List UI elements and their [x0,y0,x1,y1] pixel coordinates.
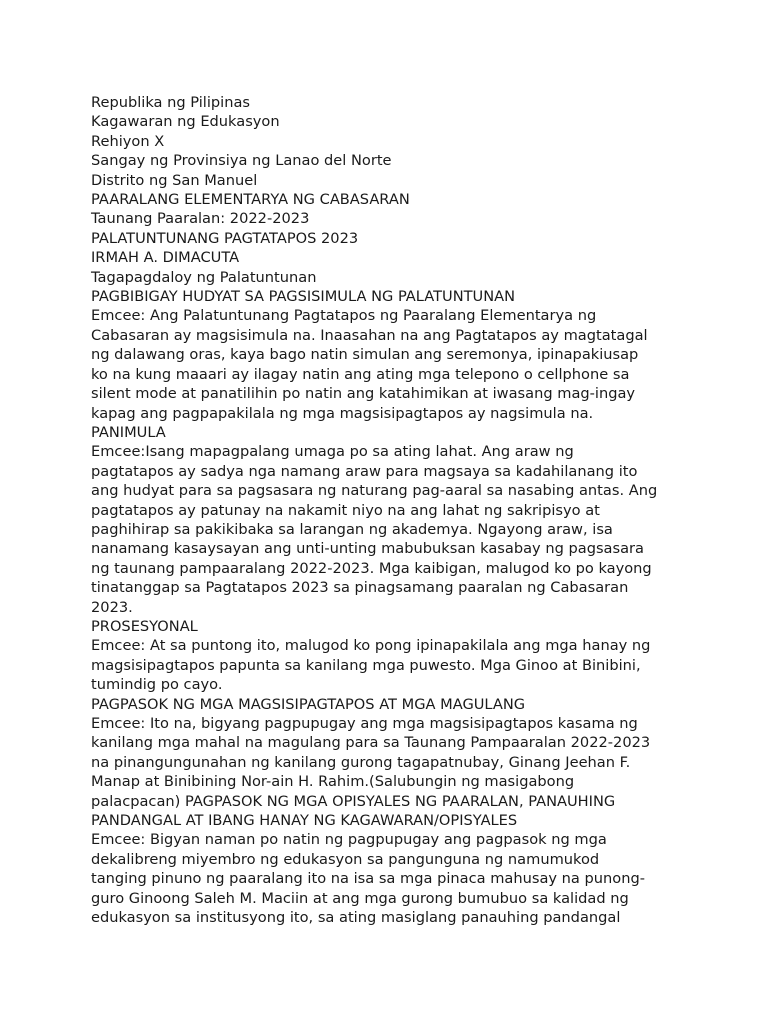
header-district: Distrito ng San Manuel [91,171,258,189]
text-line: Emcee: Ito na, bigyang pagpupugay ang mga magsisipagtapos kasama ng [91,715,638,732]
document-page [91,93,681,927]
text-line: kapag ang pagpapakilala ng mga magsisipagtapos ay nagsimula na. [91,404,594,422]
program-title: PALATUNTUNANG PAGTATAPOS 2023 [91,229,359,247]
text-line: ng dalawang oras, kaya bago natin simulan ang seremonya, ipinapakiusap [91,346,639,364]
header-department: Kagawaran ng Edukasyon [91,113,280,131]
text-line: Emcee:Isang mapagpalang umaga po sa ating lahat. Ang araw ng [91,443,574,461]
text-line: tanging pinuno ng paaralang ito na isa sa mga pinaca mahusay na punong- [91,870,645,888]
text-line: tinatanggap sa Pagtatapos 2023 sa pinagsamang paaralan ng Cabasaran [91,579,629,597]
section-heading-prosesyonal: PROSESYONAL [91,617,198,635]
text-line: paghihirap sa pakikibaka sa larangan ng akademya. Ngayong araw, isa [91,520,613,538]
text-line: kanilang mga mahal na magulang para sa Taunang Pampaaralan 2022-2023 [91,734,651,752]
section-heading-graduates-entry: PAGPASOK NG MGA MAGSISIPAGTAPOS AT MGA MAGULANG [91,695,526,713]
text-line: Emcee: At sa puntong ito, malugod ko pong ipinapakilala ang mga hanay ng [91,637,651,655]
text-line: dekalibreng miyembro ng edukasyon sa pangunguna ng namumukod [91,850,600,868]
header-school: PAARALANG ELEMENTARYA NG CABASARAN [91,191,410,209]
text-line: Cabasaran ay magsisimula na. Inaasahan na ang Pagtatapos ay magtatagal [91,326,648,344]
header-region: Rehiyon X [91,132,165,150]
text-line: edukasyon sa institusyong ito, sa ating masiglang panauhing pandangal [91,909,621,927]
text-line: ng taunang pampaaralang 2022-2023. Mga kaibigan, malugod ko po kayong [91,559,652,577]
text-line: pagtatapos ay patunay na nakamit niyo na ang lahat ng sakripisyo at [91,501,600,519]
emcee-role: Tagapagdaloy ng Palatuntunan [91,268,317,286]
section-heading-panimula: PANIMULA [91,423,166,441]
header-division: Sangay ng Provinsiya ng Lanao del Norte [91,152,392,170]
text-line: nanamang kasaysayan ang unti-unting mabubuksan kasabay ng pagsasara [91,540,644,558]
section-heading-opening: PAGBIBIGAY HUDYAT SA PAGSISIMULA NG PALATUNTUNAN [91,288,516,306]
text-line: tumindig po cayo. [91,676,223,694]
text-line: Manap at Binibining Nor-ain H. Rahim.(Salubungin ng masigabong [91,773,575,791]
text-line: ko na kung maaari ay ilagay natin ang ating mga telepono o cellphone sa [91,365,630,383]
text-line: PANDANGAL AT IBANG HANAY NG KAGAWARAN/OPISYALES [91,812,518,830]
text-line: Emcee: Ang Palatuntunang Pagtatapos ng Paaralang Elementarya ng [91,307,597,325]
header-republic: Republika ng Pilipinas [91,94,251,111]
emcee-name: IRMAH A. DIMACUTA [91,249,240,267]
text-line: Emcee: Bigyan naman po natin ng pagpupugay ang pagpasok ng mga [91,831,607,849]
text-line: guro Ginoong Saleh M. Maciin at ang mga gurong bumubuo sa kalidad ng [91,889,629,907]
text-line: pagtatapos ay sadya nga namang araw para magsaya sa kadahilanang ito [91,462,638,480]
text-line: silent mode at panatilihin po natin ang katahimikan at iwasang mag-ingay [91,385,636,403]
text-line: palacpacan) PAGPASOK NG MGA OPISYALES NG PAARALAN, PANAUHING [91,792,616,810]
text-line: magsisipagtapos papunta sa kanilang mga puwesto. Mga Ginoo at Binibini, [91,656,641,674]
text-line: ang hudyat para sa pagsasara ng naturang pag-aaral sa nasabing antas. Ang [91,482,658,500]
header-school-year: Taunang Paaralan: 2022-2023 [91,210,310,228]
text-line: 2023. [91,598,133,616]
text-line: na pinangungunahan ng kanilang gurong tagapatnubay, Ginang Jeehan F. [91,753,631,771]
